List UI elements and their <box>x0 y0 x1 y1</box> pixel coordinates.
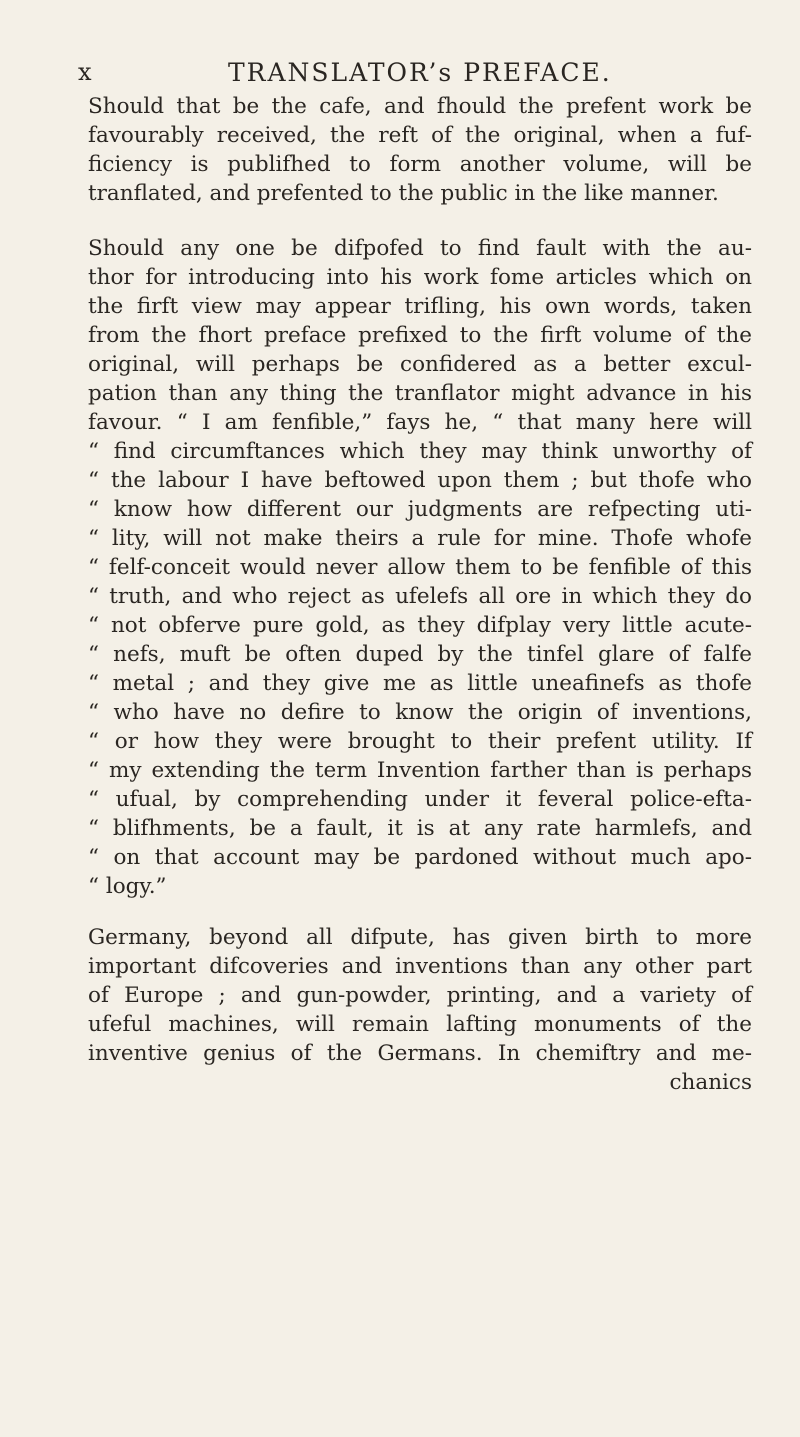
text-line: “ know how different our judgments are refpecting uti- <box>88 497 752 522</box>
text-line: “ logy.” <box>88 874 167 899</box>
text-line: thor for introducing into his work fome articles which on <box>88 265 752 290</box>
text-line: “ or how they were brought to their prefent utility. If <box>88 729 752 754</box>
text-line: “ truth, and who reject as ufelefs all ore in which they do <box>88 584 752 609</box>
text-line: Germany, beyond all difpute, has given birth to more <box>88 925 752 950</box>
text-line: “ not obferve pure gold, as they difplay very little acute- <box>88 613 752 638</box>
text-line: Should that be the cafe, and fhould the prefent work be <box>88 94 752 119</box>
text-line: “ lity, will not make theirs a rule for mine. Thofe whofe <box>88 526 752 551</box>
text-line: “ find circumftances which they may think unworthy of <box>88 439 752 464</box>
text-line: pation than any thing the tranflator might advance in his <box>88 381 752 406</box>
text-line: “ blifhments, be a fault, it is at any rate harmlefs, and <box>88 816 752 841</box>
paragraph-2 <box>88 234 752 901</box>
text-line: Should any one be difpofed to find fault with the au- <box>88 236 752 261</box>
text-line: ficiency is publifhed to form another volume, will be <box>88 152 752 177</box>
catchword: chanics <box>669 1070 752 1095</box>
text-line: of Europe ; and gun-powder, printing, and a variety of <box>88 983 752 1008</box>
text-line: “ felf-conceit would never allow them to be fenfible of this <box>88 555 752 580</box>
body-text <box>88 92 752 1097</box>
paragraph-3 <box>88 923 752 1097</box>
running-title: TRANSLATOR’s PREFACE. <box>228 58 612 87</box>
text-line: “ on that account may be pardoned without much apo- <box>88 845 752 870</box>
text-line: “ metal ; and they give me as little uneafinefs as thofe <box>88 671 752 696</box>
text-line: original, will perhaps be confidered as a better excul- <box>88 352 752 377</box>
text-line: “ who have no defire to know the origin of inventions, <box>88 700 752 725</box>
text-line: “ my extending the term Invention farther than is perhaps <box>88 758 752 783</box>
paragraph-1 <box>88 92 752 208</box>
text-line: “ nefs, muft be often duped by the tinfel glare of falfe <box>88 642 752 667</box>
text-line: important difcoveries and inventions than any other part <box>88 954 752 979</box>
text-line: inventive genius of the Germans. In chemiftry and me- <box>88 1041 752 1066</box>
text-line: favourably received, the reft of the original, when a fuf- <box>88 123 752 148</box>
text-line: “ the labour I have beftowed upon them ; but thofe who <box>88 468 752 493</box>
text-line: tranflated, and prefented to the public in the like manner. <box>88 181 719 206</box>
text-line: ufeful machines, will remain lafting monuments of the <box>88 1012 752 1037</box>
page-number: x <box>78 58 93 86</box>
running-head <box>78 58 742 94</box>
text-line: “ ufual, by comprehending under it feveral police-efta- <box>88 787 752 812</box>
text-line: from the fhort preface prefixed to the firft volume of the <box>88 323 752 348</box>
text-line: the firft view may appear trifling, his own words, taken <box>88 294 752 319</box>
text-line: favour. “ I am fenfible,” fays he, “ that many here will <box>88 410 752 435</box>
